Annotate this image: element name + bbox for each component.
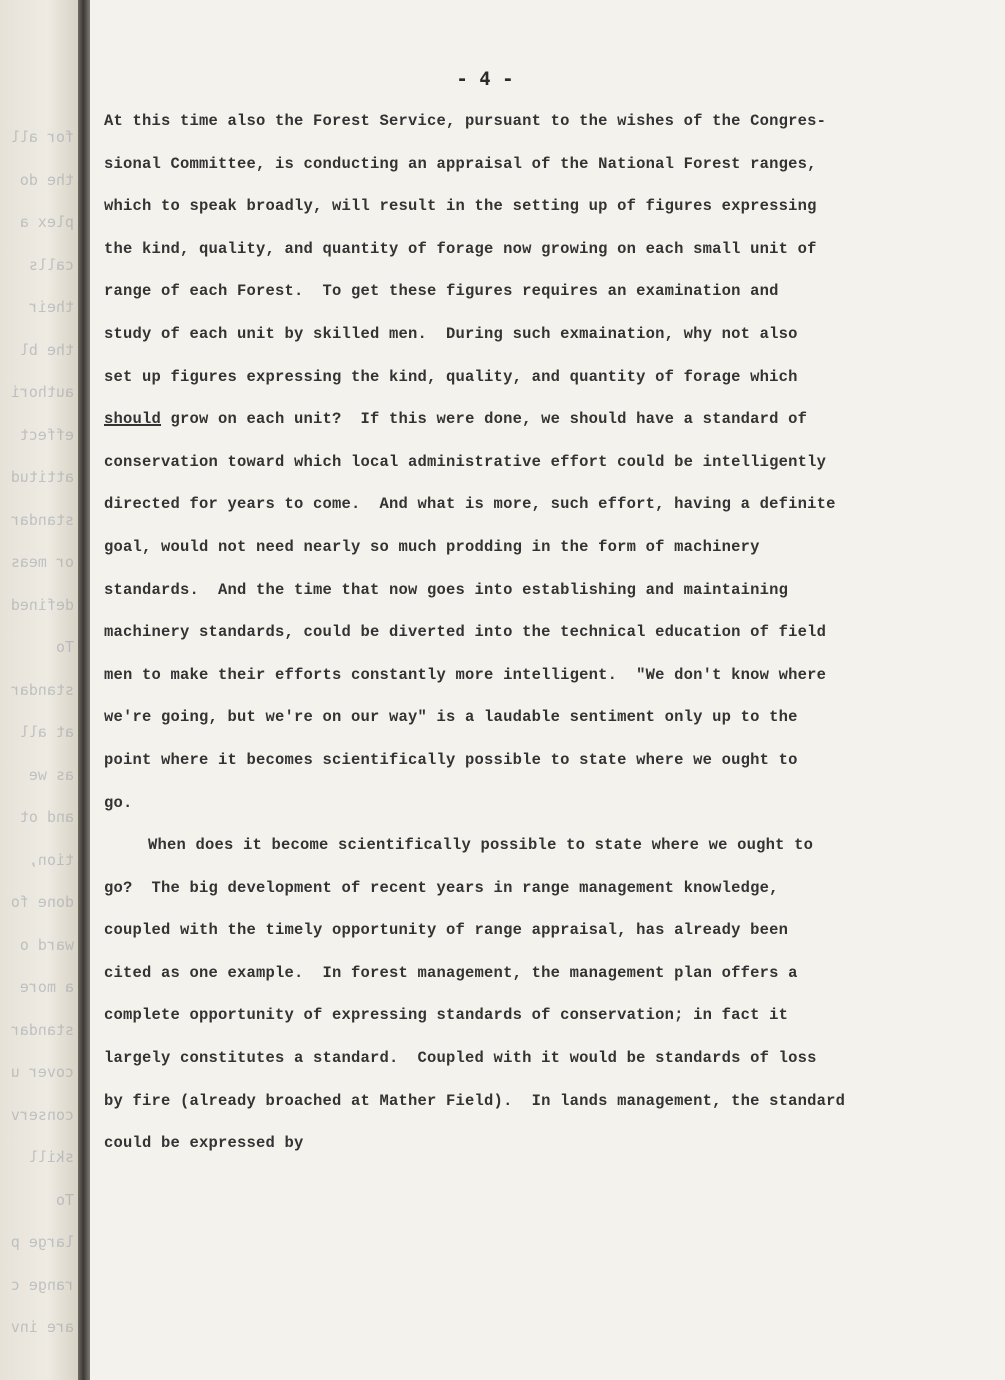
book-spine: [78, 0, 90, 1380]
text-line-content: could be expressed by: [104, 1134, 304, 1153]
facing-page-fragment: attitud: [10, 468, 74, 486]
text-line-content: grow on each unit? If this were done, we should have a standard of: [161, 410, 808, 429]
facing-page-fragment: for all: [10, 128, 74, 146]
text-line: [104, 453, 924, 496]
text-line-content: the kind, quality, and quantity of forage now growing on each small unit of: [104, 239, 817, 258]
facing-page-fragment: ward o: [19, 935, 74, 954]
text-line-content: range of each Forest. To get these figures requires an examination and: [104, 282, 779, 301]
facing-page-fragment: calls: [28, 255, 74, 274]
text-line-content: standards. And the time that now goes into establishing and maintaining: [104, 580, 789, 599]
facing-page-fragment: the do: [19, 170, 74, 189]
facing-page-fragment: their: [28, 298, 74, 316]
facing-page: [0, 0, 78, 1380]
text-line: [104, 1092, 924, 1135]
facing-page-fragment: the bl: [19, 340, 74, 359]
page-number: - 4 -: [456, 68, 514, 90]
text-line-content: At this time also the Forest Service, pursuant to the wishes of the Congres-: [104, 112, 827, 130]
text-line-content: we're going, but we're on our way" is a laudable sentiment only up to the: [104, 708, 798, 727]
facing-page-fragment: standar: [10, 1020, 74, 1039]
text-line-content: by fire (already broached at Mather Field). In lands management, the standard: [104, 1091, 846, 1110]
facing-page-fragment: defined: [10, 595, 74, 614]
facing-page-fragment: are inv: [10, 1318, 74, 1336]
text-line-content: go.: [104, 793, 133, 812]
text-line: [104, 240, 924, 283]
text-line: [104, 751, 924, 794]
text-line-content: machinery standards, could be diverted into the technical education of field: [104, 623, 827, 642]
facing-page-fragment: large p: [10, 1233, 74, 1251]
text-line: [104, 410, 924, 453]
text-line: [104, 1006, 924, 1049]
text-line: [104, 581, 924, 624]
facing-page-fragment: and ot: [19, 808, 74, 826]
facing-page-fragment: skill: [28, 1148, 74, 1166]
text-line: [104, 197, 924, 240]
text-line: [104, 1049, 924, 1092]
text-line: [104, 112, 924, 155]
facing-page-fragment: done fo: [10, 893, 74, 911]
facing-page-fragment: standar: [10, 510, 74, 529]
text-line: [104, 623, 924, 666]
facing-page-fragment: To: [55, 638, 74, 656]
text-line-content: complete opportunity of expressing standards of conservation; in fact it: [104, 1006, 789, 1025]
facing-page-fragment: standar: [10, 680, 74, 699]
facing-page-fragment: authori: [10, 383, 74, 401]
text-line: [104, 964, 924, 1007]
text-line: [104, 368, 924, 411]
facing-page-fragment: or meas: [10, 553, 74, 571]
text-line-content: When does it become scientifically possible to state where we ought to: [148, 836, 814, 855]
facing-page-fragment: at all: [19, 723, 74, 741]
facing-page-fragment: To: [55, 1190, 74, 1209]
text-line: [104, 538, 924, 581]
document-page: [90, 0, 1005, 1380]
facing-page-fragment: cover u: [10, 1063, 74, 1081]
text-line: [104, 879, 924, 922]
text-line: [104, 794, 924, 837]
text-line: [104, 282, 924, 325]
text-line-content: point where it becomes scientifically possible to state where we ought to: [104, 750, 798, 769]
text-line-content: sional Committee, is conducting an appraisal of the National Forest ranges,: [104, 154, 817, 173]
text-line: [104, 325, 924, 368]
text-line-content: set up figures expressing the kind, quality, and quantity of forage which: [104, 367, 798, 386]
facing-page-fragment: a more: [19, 978, 74, 996]
text-line-content: goal, would not need nearly so much prodding in the form of machinery: [104, 537, 760, 556]
text-line-content: cited as one example. In forest management, the management plan offers a: [104, 963, 798, 982]
text-line: [104, 666, 924, 709]
text-line-content: which to speak broadly, will result in the setting up of figures expressing: [104, 197, 817, 216]
text-line-content: largely constitutes a standard. Coupled with it would be standards of loss: [104, 1049, 817, 1068]
facing-page-fragment: tion,: [28, 850, 74, 869]
facing-page-fragment: range c: [10, 1275, 74, 1294]
text-line-content: men to make their efforts constantly more intelligent. "We don't know where: [104, 665, 827, 684]
underlined-word: should: [104, 410, 162, 429]
text-line: [104, 708, 924, 751]
facing-page-fragment: conserv: [10, 1105, 74, 1124]
text-line-content: directed for years to come. And what is more, such effort, having a definite: [104, 495, 836, 514]
facing-page-fragment: plex a: [19, 213, 74, 231]
text-line-content: conservation toward which local administrative effort could be intelligently: [104, 452, 827, 471]
text-line-content: coupled with the timely opportunity of range appraisal, has already been: [104, 921, 789, 940]
text-line: [104, 155, 924, 198]
body-text: [104, 112, 924, 1177]
text-line: [104, 1134, 924, 1177]
facing-page-fragment: as we: [28, 765, 74, 784]
text-line: [104, 836, 924, 879]
facing-page-fragment: effect: [19, 425, 74, 444]
text-line-content: go? The big development of recent years in range management knowledge,: [104, 878, 779, 897]
text-line: [104, 495, 924, 538]
text-line: [104, 921, 924, 964]
text-line-content: study of each unit by skilled men. During such exmaination, why not also: [104, 324, 798, 343]
